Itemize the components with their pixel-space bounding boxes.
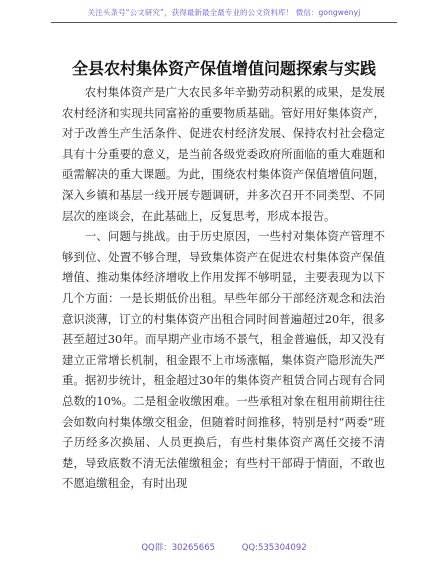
- paragraph-problems: 一、问题与挑战。由于历史原因，一些村对集体资产管理不够到位、处置不够合理，导致集体资产在促进农村集体资产保值增值、推动集体经济增收上作用发挥不够明显，主要表现为以下几个方面：一是长期低价出租。早些年部分干部经济观念和法治意识淡薄，订立的村集体资产出租合同时间普遍超过20年，很多甚至超过30年。而早期产业市场不景气，租金普遍低，却又没有建立正常增长机制，租金跟不上市场涨幅，集体资产隐形流失严重。据初步统计，租金超过30年的集体资产租赁合同占现有合同总数的10%。二是租金收缴困难。一些承租对象在租用前期往往会如数向村集体缴交租金，但随着时间推移，特别是村“两委”班子历经多次换届、人员更换后，有些村集体资产离任交接不清楚，导致底数不清无法催缴租金；有些村干部碍于情面，不敢也不愿追缴租金，有时出现: [62, 229, 385, 491]
- paragraph-intro: 农村集体资产是广大农民多年辛勤劳动积累的成果，是发展农村经济和实现共同富裕的重要物质基础。管好用好集体资产，对于改善生产生活条件、促进农村经济发展、保持农村社会稳定具有十分重要的意义，是当前各级党委政府所面临的重大难题和亟需解决的重大课题。为此，围绕农村集体资产保值增值问题，深入乡镇和基层一线开展专题调研，并多次召开不同类型、不同层次的座谈会，在此基础上，反复思考，形成本报告。: [62, 85, 385, 223]
- document-title: 全县农村集体资产保值增值问题探索与实践: [71, 59, 376, 78]
- footer-contact: [0, 541, 448, 553]
- document-body: [62, 82, 385, 494]
- header-divider: [51, 22, 397, 23]
- footer-qq-contact: QQ:535304092: [241, 543, 307, 553]
- header-banner: 关注头条号“公文研究”，获得最新最全最专业的公文资料库！ 微信：gongwenyj: [87, 8, 361, 17]
- footer-qq-group: QQ群：30265665: [141, 543, 216, 553]
